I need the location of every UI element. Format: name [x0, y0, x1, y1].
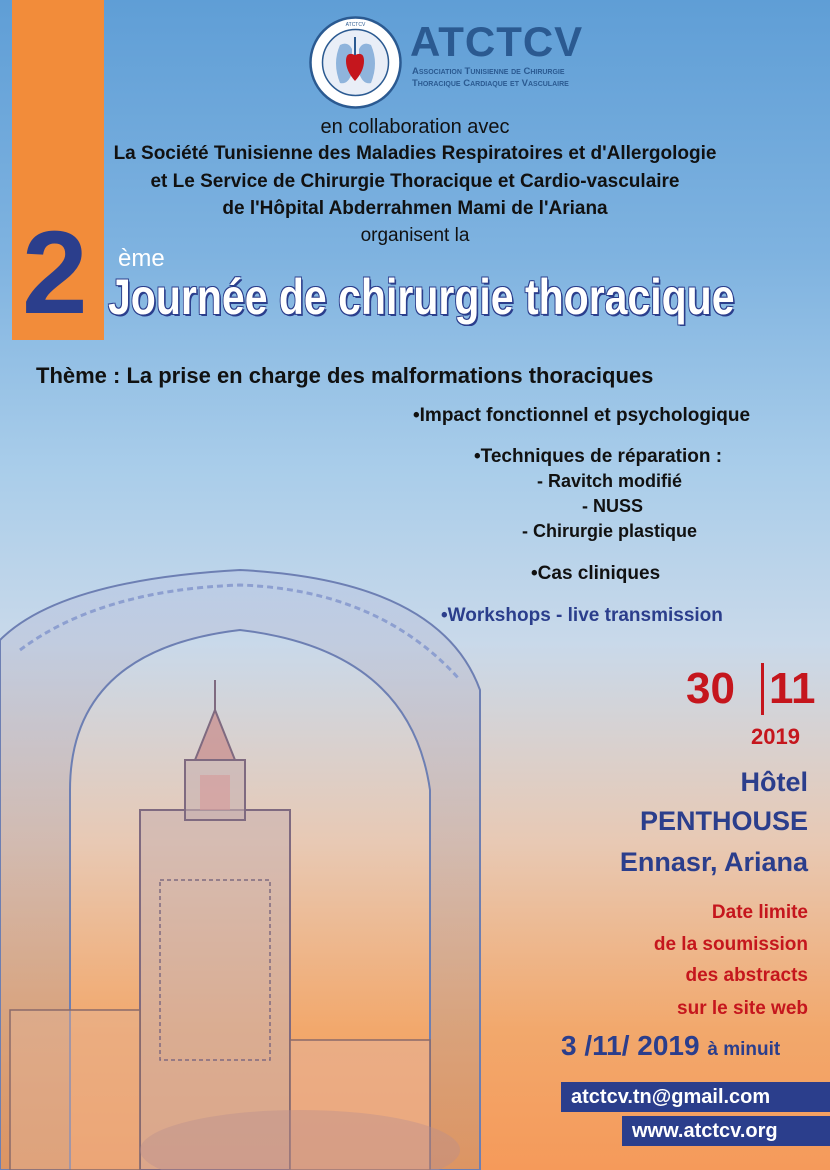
theme-subitem: - NUSS	[582, 496, 644, 516]
theme-item: •Impact fonctionnel et psychologique	[413, 405, 751, 426]
partner-hospital: de l'Hôpital Abderrahmen Mami de l'Ariana	[222, 198, 608, 219]
logo-seal-text: ATCTCV	[345, 22, 366, 28]
theme-item: •Techniques de réparation :	[474, 446, 723, 467]
event-title: Journée de chirurgie thoracique	[108, 269, 735, 325]
organise-text: organisent la	[360, 225, 470, 246]
edition-number: 2	[22, 207, 88, 339]
theme-subitem: - Ravitch modifié	[537, 471, 683, 491]
deadline-line3: des abstracts	[685, 965, 808, 986]
website-link[interactable]: www.atctcv.org	[622, 1116, 830, 1146]
org-subtitle	[412, 66, 569, 90]
atctcv-logo-seal	[308, 15, 403, 110]
deadline-line2: de la soumission	[653, 934, 808, 955]
collaboration-text: en collaboration avec	[320, 116, 510, 138]
partner-service: et Le Service de Chirurgie Thoracique et Cardio-vasculaire	[150, 171, 680, 192]
theme-item: •Cas cliniques	[531, 563, 661, 584]
date-day: 30	[686, 664, 735, 713]
venue-name: PENTHOUSE	[639, 806, 808, 836]
org-subtitle-line1: Association Tunisienne de Chirurgie	[412, 66, 565, 77]
org-subtitle-line2: Thoracique Cardiaque et Vasculaire	[412, 78, 569, 89]
deadline-line4: sur le site web	[677, 998, 808, 1019]
theme-heading: Thème : La prise en charge des malformations thoraciques	[36, 363, 654, 388]
deadline-line1: Date limite	[711, 902, 808, 923]
date-year: 2019	[751, 724, 800, 749]
mosque-arch-illustration	[0, 560, 560, 1170]
edition-suffix: ème	[118, 245, 165, 272]
deadline-time: à minuit	[707, 1039, 781, 1060]
deadline-date-value: 3 /11/ 2019	[561, 1030, 700, 1061]
date-separator	[761, 663, 764, 715]
date-month: 11	[769, 664, 816, 713]
deadline-date	[561, 1030, 780, 1062]
venue-location: Ennasr, Ariana	[619, 847, 808, 877]
org-name: ATCTCV	[410, 18, 584, 65]
partner-society: La Société Tunisienne des Maladies Respiratoires et d'Allergologie	[113, 143, 717, 164]
theme-subitem: - Chirurgie plastique	[522, 521, 698, 541]
email-link[interactable]: atctcv.tn@gmail.com	[561, 1082, 830, 1112]
theme-item-workshops: •Workshops - live transmission	[441, 605, 723, 626]
venue-line1: Hôtel	[740, 767, 808, 797]
